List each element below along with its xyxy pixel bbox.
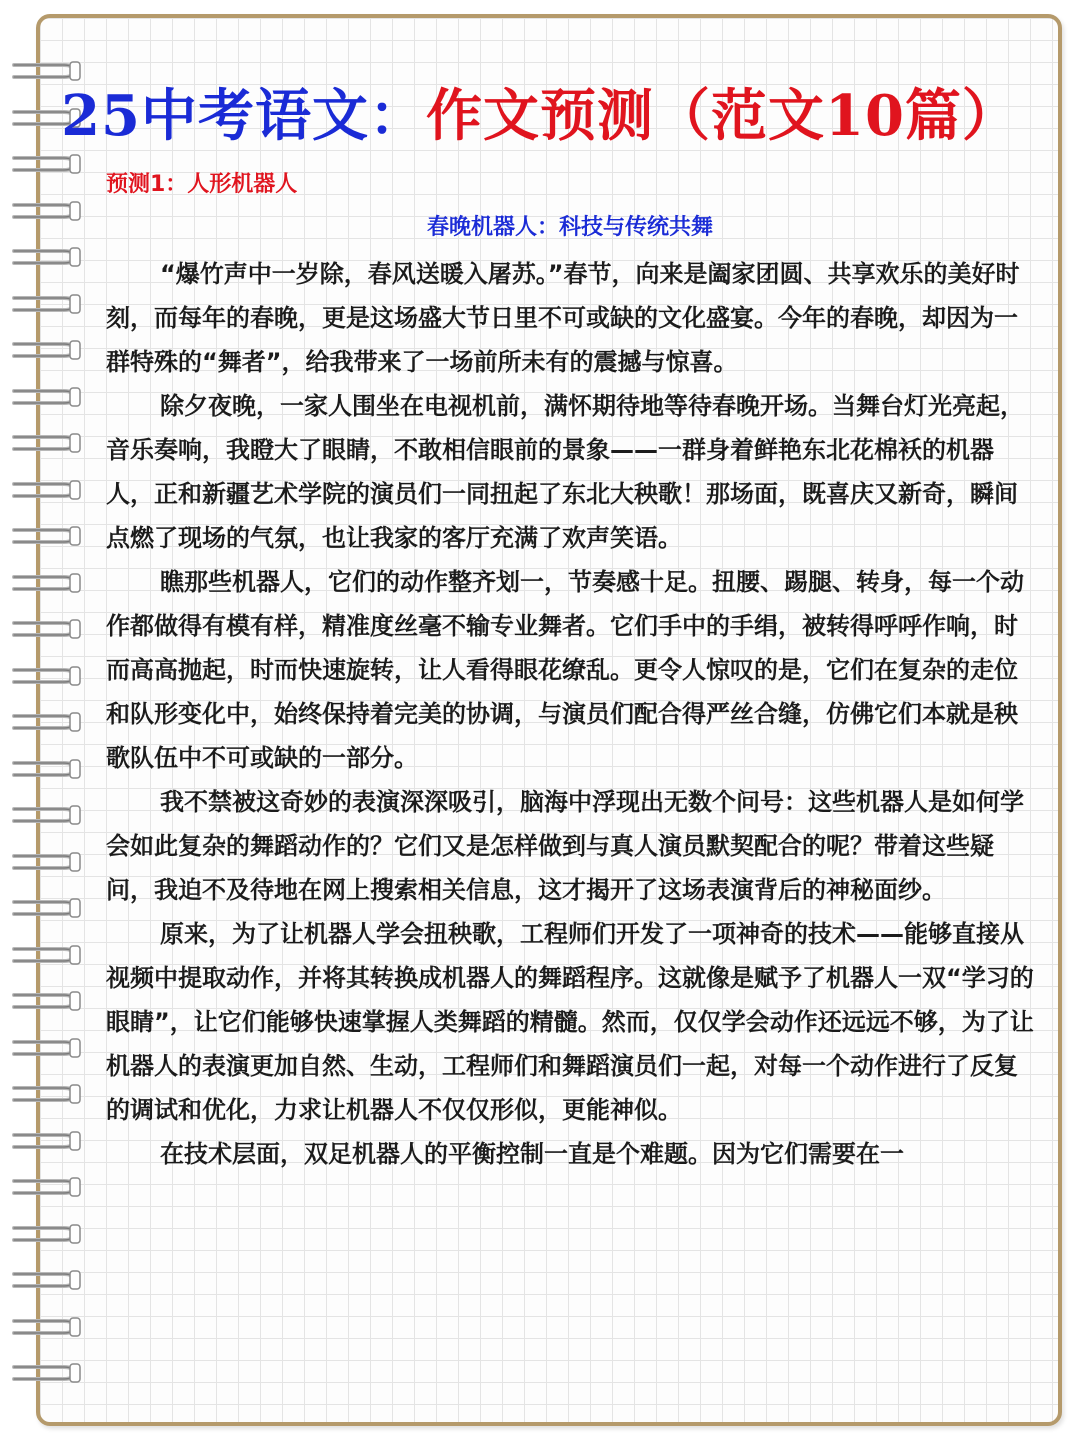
binding-ring — [12, 523, 84, 549]
binding-ring — [12, 663, 84, 689]
binding-ring — [12, 151, 84, 177]
essay-title: 春晚机器人：科技与传统共舞 — [426, 215, 713, 240]
binding-ring — [12, 988, 84, 1014]
binding-ring — [12, 1360, 84, 1386]
binding-ring — [12, 337, 84, 363]
binding-ring — [12, 1221, 84, 1247]
paragraph-3: 瞧那些机器人，它们的动作整齐划一，节奏感十足。扭腰、踢腿、转身，每一个动作都做得有模有样，精准度丝毫不输专业舞者。它们手中的手绢，被转得呼呼作响，时而高高抛起，时而快速旋转，让人看得眼花缭乱。更令人惊叹的是，它们在复杂的走位和队形变化中，始终保持着完美的协调，与演员们配合得严丝合缝，仿佛它们本就是秧歌队伍中不可或缺的一部分。 — [106, 568, 1024, 772]
binding-ring — [12, 1314, 84, 1340]
binding-ring — [12, 849, 84, 875]
binding-ring — [12, 244, 84, 270]
binding-ring — [12, 802, 84, 828]
section-label: 预测1：人形机器人 — [106, 172, 298, 197]
binding-ring — [12, 616, 84, 642]
binding-ring — [12, 430, 84, 456]
paragraph-6: 在技术层面，双足机器人的平衡控制一直是个难题。因为它们需要在一 — [160, 1140, 904, 1168]
binding-ring — [12, 1267, 84, 1293]
binding-ring — [12, 709, 84, 735]
title-blue-part: 25中考语文： — [61, 83, 426, 149]
title-red-part: 作文预测（范文10篇） — [426, 83, 1019, 149]
page-title — [0, 80, 1080, 152]
paragraph-2: 除夕夜晚，一家人围坐在电视机前，满怀期待地等待春晚开场。当舞台灯光亮起，音乐奏响，我瞪大了眼睛，不敢相信眼前的景象——一群身着鲜艳东北花棉袄的机器人，正和新疆艺术学院的演员们一同扭起了东北大秧歌！那场面，既喜庆又新奇，瞬间点燃了现场的气氛，也让我家的客厅充满了欢声笑语。 — [106, 392, 1024, 552]
paragraph-1: “爆竹声中一岁除，春风送暖入屠苏。”春节，向来是阖家团圆、共享欢乐的美好时刻，而每年的春晚，更是这场盛大节日里不可或缺的文化盛宴。今年的春晚，却因为一群特殊的“舞者”，给我带来了一场前所未有的震撼与惊喜。 — [106, 260, 1020, 376]
binding-ring — [12, 1035, 84, 1061]
binding-ring — [12, 570, 84, 596]
paragraph-5: 原来，为了让机器人学会扭秧歌，工程师们开发了一项神奇的技术——能够直接从视频中提取动作，并将其转换成机器人的舞蹈程序。这就像是赋予了机器人一双“学习的眼睛”，让它们能够快速掌握人类舞蹈的精髓。然而，仅仅学会动作还远远不够，为了让机器人的表演更加自然、生动，工程师们和舞蹈演员们一起，对每一个动作进行了反复的调试和优化，力求让机器人不仅仅形似，更能神似。 — [106, 920, 1034, 1124]
binding-ring — [12, 384, 84, 410]
essay-body — [106, 252, 1036, 1176]
binding-ring — [12, 1081, 84, 1107]
binding-ring — [12, 291, 84, 317]
binding-ring — [12, 895, 84, 921]
binding-ring — [12, 942, 84, 968]
binding-ring — [12, 1128, 84, 1154]
paragraph-4: 我不禁被这奇妙的表演深深吸引，脑海中浮现出无数个问号：这些机器人是如何学会如此复杂的舞蹈动作的？它们又是怎样做到与真人演员默契配合的呢？带着这些疑问，我迫不及待地在网上搜索相关信息，这才揭开了这场表演背后的神秘面纱。 — [106, 788, 1024, 904]
binding-ring — [12, 756, 84, 782]
binding-ring — [12, 477, 84, 503]
binding-ring — [12, 1174, 84, 1200]
